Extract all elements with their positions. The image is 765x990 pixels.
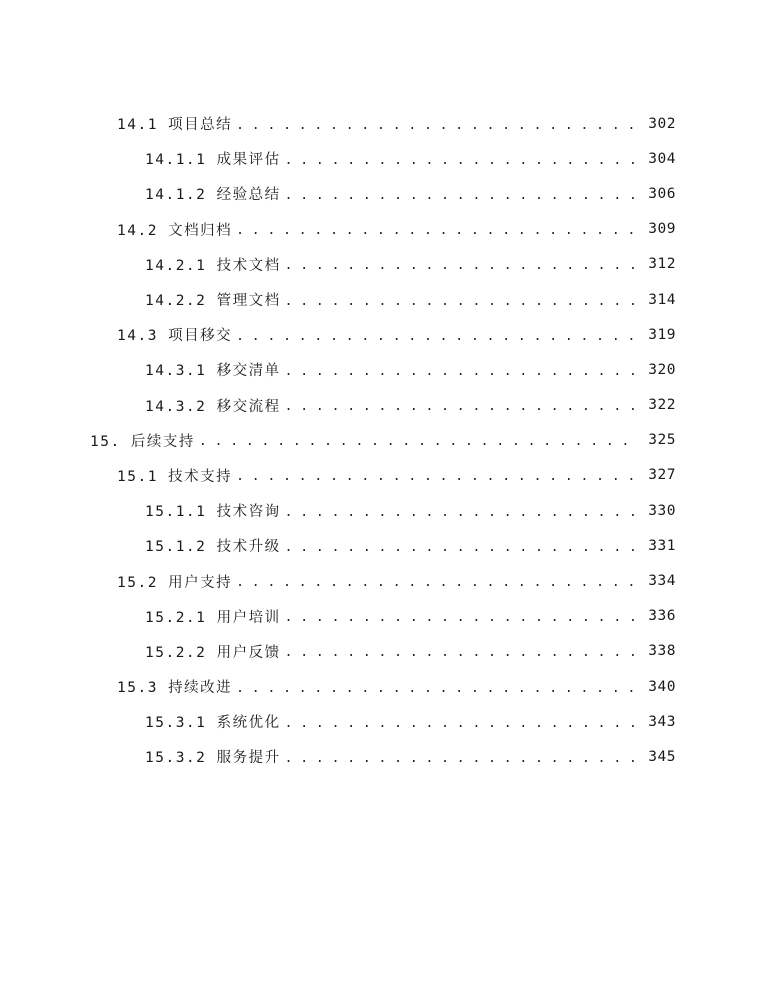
dot-leader <box>285 259 639 272</box>
toc-entry[interactable] <box>0 282 676 317</box>
dot-leader <box>285 752 639 765</box>
toc-entry-title: 14.3 项目移交 <box>117 328 233 345</box>
toc-entry-title: 14.1 项目总结 <box>117 117 233 134</box>
toc-entry-title: 14.1.2 经验总结 <box>145 187 281 204</box>
toc-entry[interactable] <box>0 528 676 563</box>
toc-entry[interactable] <box>0 106 676 141</box>
toc-entry-title: 15.2.1 用户培训 <box>145 609 281 626</box>
toc-entry-title: 15. 后续支持 <box>90 433 195 450</box>
toc-entry-title: 15.3.2 服务提升 <box>145 750 281 767</box>
toc-entry-title: 15.2.2 用户反馈 <box>145 644 281 661</box>
toc-entry-page: 312 <box>648 256 676 273</box>
dot-leader <box>285 611 639 624</box>
dot-leader <box>236 682 638 695</box>
toc-entry[interactable] <box>0 739 676 774</box>
toc-entry-page: 314 <box>648 291 676 308</box>
toc-entry-title: 14.1.1 成果评估 <box>145 152 281 169</box>
toc-entry-title: 15.3.1 系统优化 <box>145 715 281 732</box>
dot-leader <box>236 470 638 483</box>
toc-entry-page: 319 <box>648 326 676 343</box>
dot-leader <box>285 295 639 308</box>
toc-entry[interactable] <box>0 141 676 176</box>
toc-entry[interactable] <box>0 352 676 387</box>
toc-entry-page: 334 <box>648 573 676 590</box>
toc-entry[interactable] <box>0 458 676 493</box>
toc-entry-page: 340 <box>648 678 676 695</box>
toc-entry-page: 336 <box>648 608 676 625</box>
toc-entry-title: 15.2 用户支持 <box>117 574 233 591</box>
toc-entry-page: 330 <box>648 502 676 519</box>
dot-leader <box>199 435 638 448</box>
dot-leader <box>285 365 639 378</box>
dot-leader <box>236 576 638 589</box>
toc-entry[interactable] <box>0 388 676 423</box>
toc-entry-page: 322 <box>648 397 676 414</box>
dot-leader <box>236 330 638 343</box>
toc-entry[interactable] <box>0 634 676 669</box>
toc-entry[interactable] <box>0 212 676 247</box>
toc-entry[interactable] <box>0 176 676 211</box>
toc-entry-page: 331 <box>648 537 676 554</box>
toc-entry-title: 14.3.2 移交流程 <box>145 398 281 415</box>
toc-entry[interactable] <box>0 493 676 528</box>
toc-entry[interactable] <box>0 563 676 598</box>
toc-entry-page: 325 <box>648 432 676 449</box>
toc-entry-page: 309 <box>648 221 676 238</box>
toc-entry-title: 15.3 持续改进 <box>117 680 233 697</box>
toc-entry[interactable] <box>0 599 676 634</box>
toc-entry-page: 327 <box>648 467 676 484</box>
toc-entry-title: 15.1.2 技术升级 <box>145 539 281 556</box>
toc-entry-page: 338 <box>648 643 676 660</box>
toc-entry[interactable] <box>0 704 676 739</box>
dot-leader <box>285 154 639 167</box>
toc-entry-page: 320 <box>648 361 676 378</box>
toc-entry-title: 14.2 文档归档 <box>117 222 233 239</box>
toc-entry[interactable] <box>0 317 676 352</box>
toc-entry-title: 14.2.1 技术文档 <box>145 257 281 274</box>
dot-leader <box>285 400 639 413</box>
toc-entry[interactable] <box>0 669 676 704</box>
toc-entry-page: 345 <box>648 748 676 765</box>
dot-leader <box>236 224 638 237</box>
toc-entry-page: 302 <box>648 115 676 132</box>
toc-entry[interactable] <box>0 423 676 458</box>
dot-leader <box>285 717 639 730</box>
toc-entry-title: 15.1.1 技术咨询 <box>145 504 281 521</box>
dot-leader <box>236 119 638 132</box>
dot-leader <box>285 506 639 519</box>
dot-leader <box>285 646 639 659</box>
toc-entry[interactable] <box>0 247 676 282</box>
toc-entry-page: 306 <box>648 185 676 202</box>
dot-leader <box>285 189 639 202</box>
dot-leader <box>285 541 639 554</box>
toc-entry-page: 304 <box>648 150 676 167</box>
toc-entry-title: 15.1 技术支持 <box>117 468 233 485</box>
toc-entry-page: 343 <box>648 713 676 730</box>
table-of-contents <box>0 106 765 775</box>
toc-entry-title: 14.2.2 管理文档 <box>145 293 281 310</box>
toc-entry-title: 14.3.1 移交清单 <box>145 363 281 380</box>
